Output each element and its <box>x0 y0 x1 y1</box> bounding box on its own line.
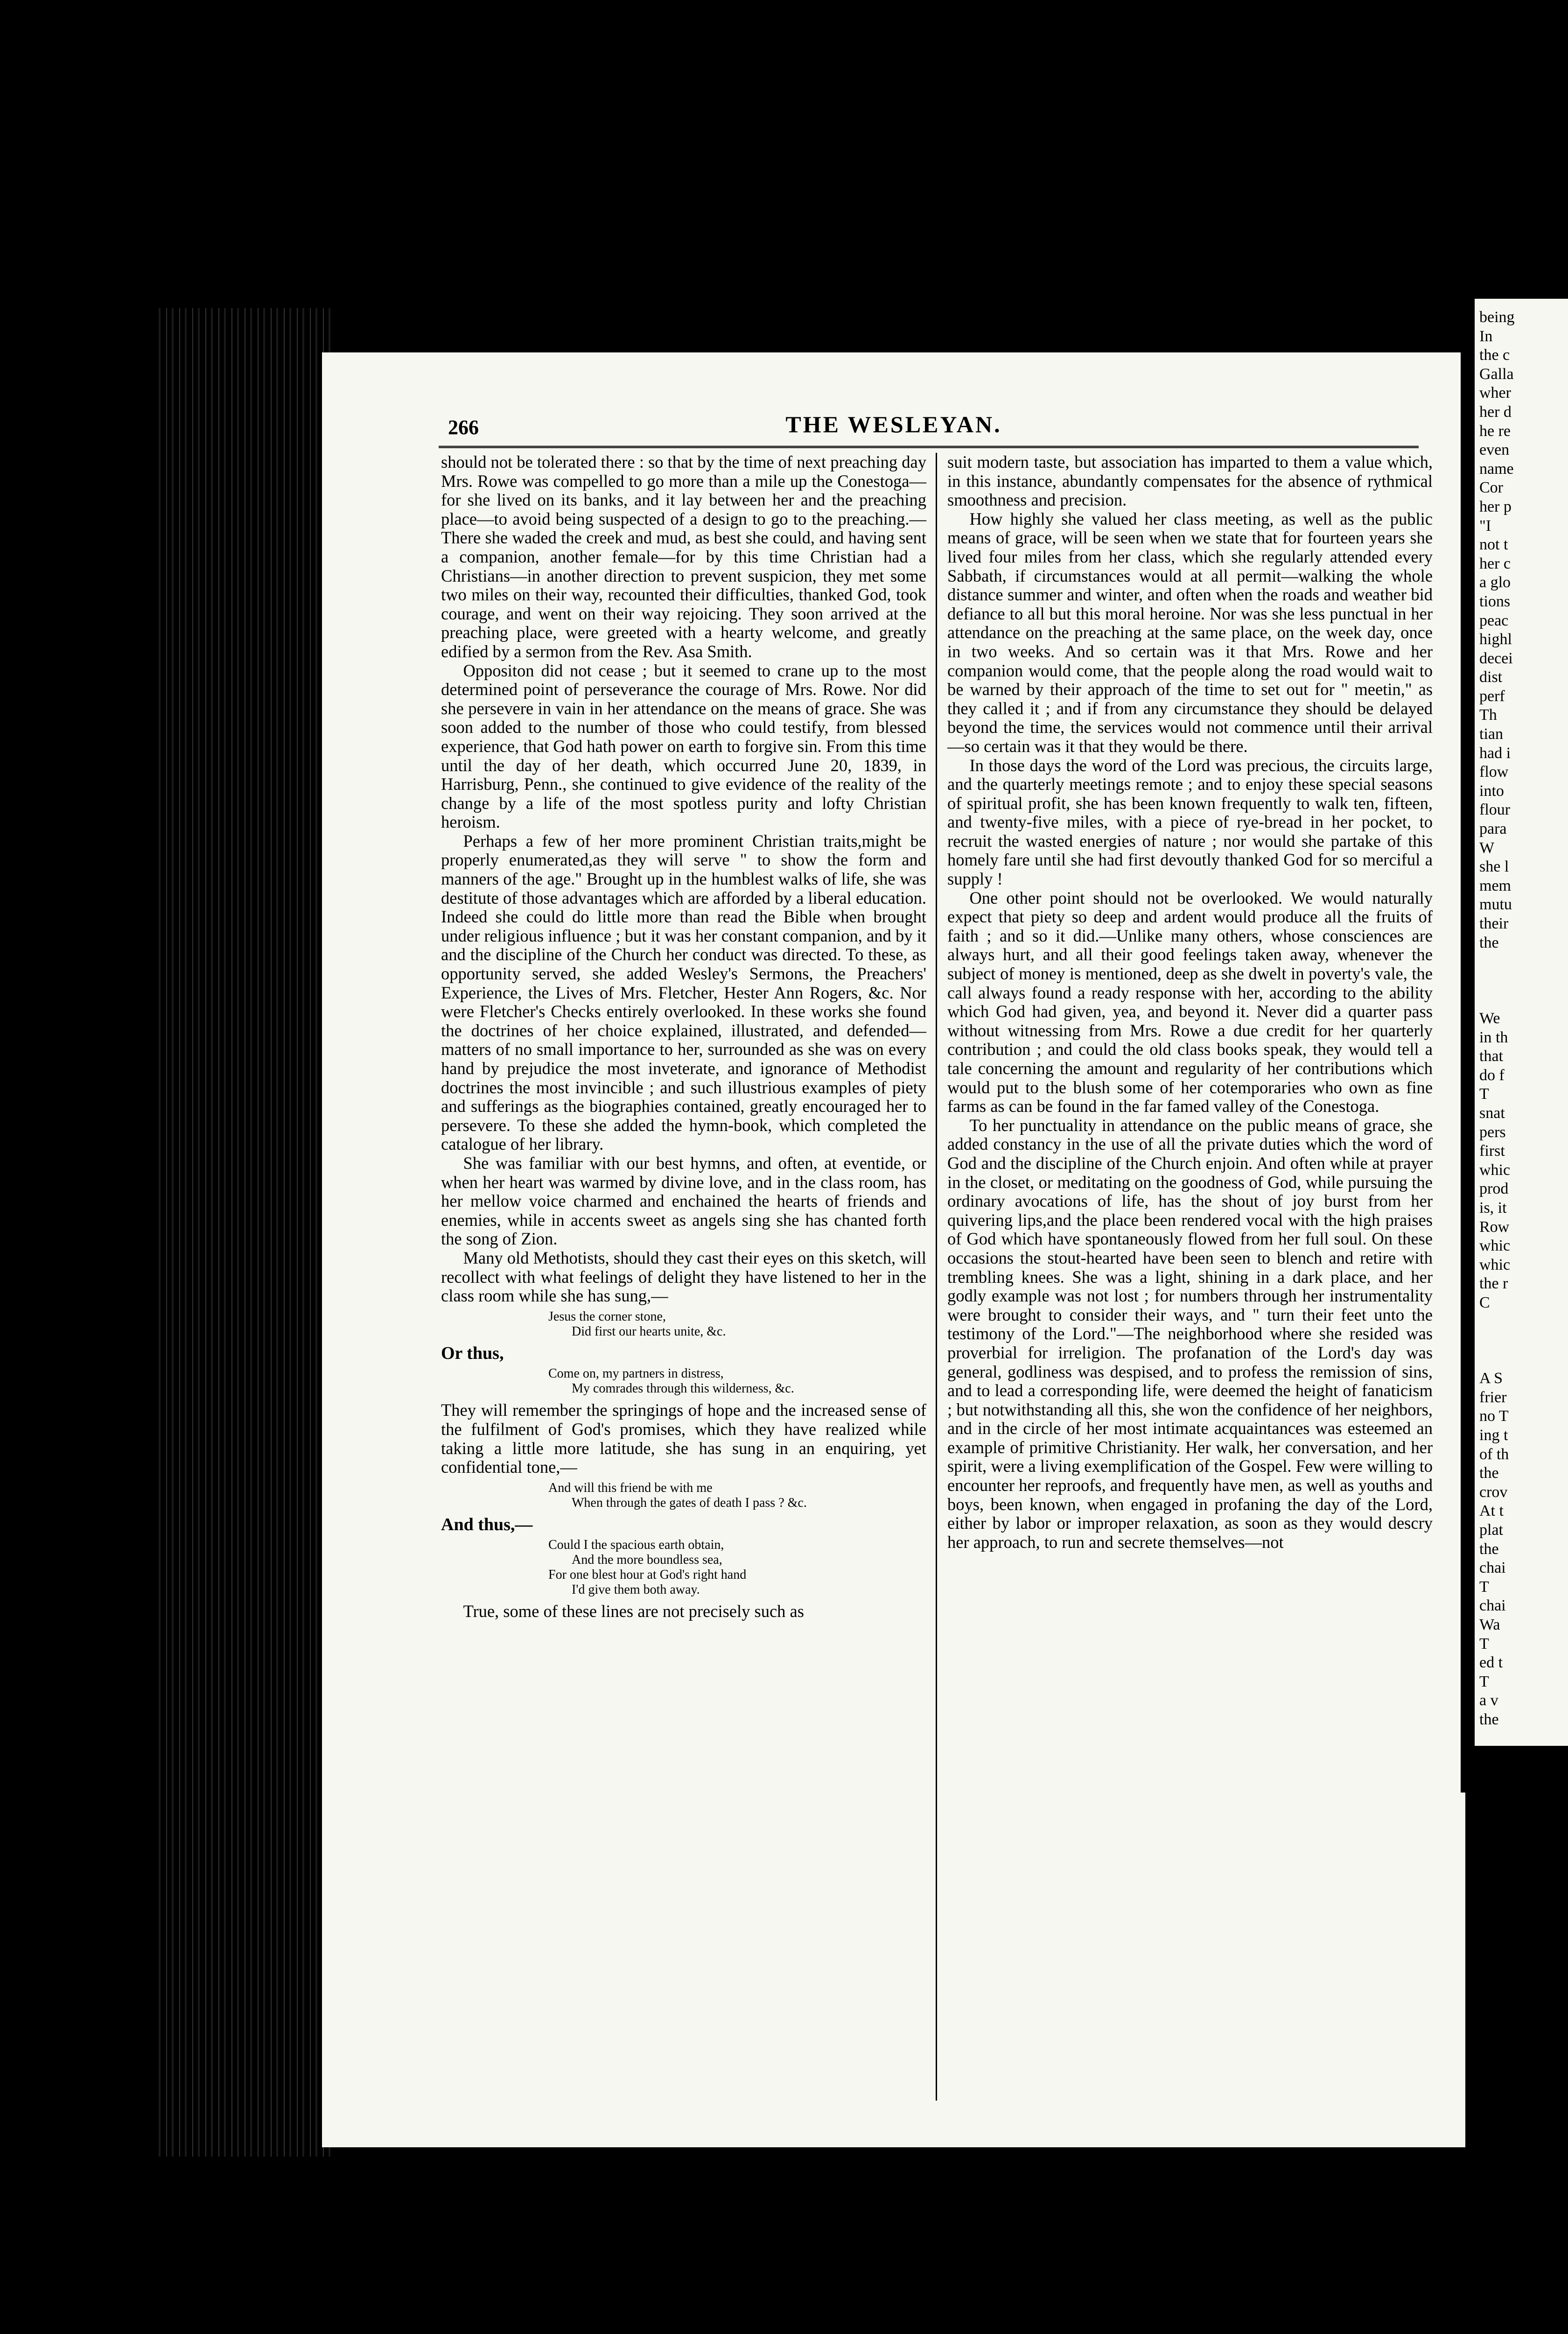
facing-line <box>1479 1350 1515 1370</box>
facing-line: decei <box>1479 649 1513 667</box>
facing-line <box>1479 1312 1515 1331</box>
facing-line: not t <box>1479 536 1508 554</box>
verse-line: My comrades through this wilderness, &c. <box>572 1381 794 1396</box>
facing-line: prod <box>1479 1180 1509 1198</box>
facing-line: is, it <box>1479 1199 1507 1216</box>
verse-line: Could I the spacious earth obtain, <box>548 1538 724 1553</box>
facing-line: had i <box>1479 744 1511 762</box>
hymn-quote <box>441 1366 926 1396</box>
facing-line: whic <box>1479 1161 1511 1179</box>
facing-line: a v <box>1479 1692 1498 1709</box>
facing-line <box>1479 1331 1515 1350</box>
facing-line: the r <box>1479 1275 1508 1293</box>
facing-line: A S <box>1479 1370 1503 1387</box>
facing-line: highl <box>1479 631 1512 648</box>
facing-line: flour <box>1479 801 1511 819</box>
facing-line: the c <box>1479 346 1510 364</box>
facing-line: the <box>1479 1464 1499 1482</box>
hymn-quote <box>441 1309 926 1339</box>
paragraph: How highly she valued her class meeting, as well as the public means of grace, will be seen when we state that for fourteen years she lived four miles from her class, which she regularly attended every Sabbath, if circumstances would at all permit—walking the whole distance summer and winter, and often when the roads and weather bid defiance to all but this moral heroine. Nor was she less punctual in her attendance on the preaching at the same place, on the week day, once in two weeks. And so certain was it that Mrs. Rowe and her companion would come, that the people along the road would wait to be warned by their approach of the time to set out for " meetin," as they called it ; and if from any circumstance they should be delayed beyond the time, the services would not commence until their arrival —so certain was it that they would be there. <box>947 509 1433 756</box>
verse-line: I'd give them both away. <box>572 1582 700 1597</box>
facing-line: flow <box>1479 763 1509 781</box>
paragraph: She was familiar with our best hymns, and often, at eventide, or when her heart was warmed by divine love, and in the class room, has her mellow voice charmed and enchained the hearts of friends and enemies, while in accents sweet as angels sing she has chanted forth the song of Zion. <box>441 1153 926 1249</box>
verse-line: And the more boundless sea, <box>572 1553 722 1568</box>
facing-line <box>1479 990 1515 1009</box>
facing-line: into <box>1479 782 1504 800</box>
facing-line: in th <box>1479 1028 1508 1046</box>
facing-line: snat <box>1479 1104 1505 1122</box>
paragraph: Many old Methotists, should they cast their eyes on this sketch, will recollect with what feelings of delight they have listened to her in the class room while she has sung,— <box>441 1248 926 1306</box>
facing-page-text <box>1479 308 1515 1729</box>
facing-line: dist <box>1479 668 1503 686</box>
facing-line: chai <box>1479 1559 1506 1577</box>
scan-background <box>0 0 154 2334</box>
hymn-quote <box>441 1538 926 1597</box>
facing-line: he re <box>1479 422 1511 440</box>
facing-line: Row <box>1479 1218 1510 1236</box>
facing-line: pers <box>1479 1123 1506 1141</box>
paragraph: They will remember the springings of hope and the increased sense of the fulfilment of God's promises, which they have realized while taking a little more latitude, she has sung in an enquiring, yet confidential tone,— <box>441 1400 926 1477</box>
facing-line: of th <box>1479 1445 1509 1463</box>
facing-line: first <box>1479 1142 1505 1160</box>
book-binding <box>154 308 331 2157</box>
verse-line: When through the gates of death I pass ? &c. <box>572 1495 807 1510</box>
facing-line: perf <box>1479 687 1505 705</box>
facing-line: her d <box>1479 403 1512 421</box>
hymn-quote <box>441 1481 926 1511</box>
facing-line: T <box>1479 1578 1489 1596</box>
verse-line: Did first our hearts unite, &c. <box>572 1324 726 1339</box>
facing-line: the <box>1479 1710 1499 1728</box>
facing-line: that <box>1479 1047 1503 1065</box>
facing-line: We <box>1479 1009 1500 1027</box>
verse-line: Come on, my partners in distress, <box>548 1366 724 1381</box>
right-column <box>947 453 1433 1552</box>
facing-line <box>1479 971 1515 991</box>
facing-line: W <box>1479 839 1495 857</box>
facing-line: she l <box>1479 858 1509 876</box>
facing-line: At t <box>1479 1502 1504 1520</box>
facing-line: mutu <box>1479 896 1512 914</box>
paragraph: True, some of these lines are not precisely such as <box>463 1602 804 1621</box>
facing-line: even <box>1479 441 1510 459</box>
facing-line: whic <box>1479 1237 1511 1255</box>
facing-line: T <box>1479 1635 1489 1652</box>
facing-line: T <box>1479 1085 1489 1103</box>
facing-line: C <box>1479 1294 1490 1311</box>
book-page <box>322 352 1465 2147</box>
facing-line: para <box>1479 820 1507 838</box>
lead-in: And thus,— <box>441 1514 533 1534</box>
paragraph: Oppositon did not cease ; but it seemed to crane up to the most determined point of perseverance the courage of Mrs. Rowe. Nor did she persevere in vain in her attendance on the means of grace. She was soon added to the number of those who could testify, from blessed experience, that God hath power on earth to forgive sin. From this time until the day of her death, which occurred June 20, 1839, in Harrisburg, Penn., she continued to give evidence of the reality of the change by a life of the most spotless purity and lofty Christian heroism. <box>441 661 926 832</box>
facing-line: "I <box>1479 517 1491 534</box>
header-rule <box>439 446 1419 448</box>
facing-line: ing t <box>1479 1427 1508 1444</box>
paragraph: In those days the word of the Lord was precious, the circuits large, and the quarterly meetings remote ; and to enjoy these special seasons of spiritual profit, she has been known frequently to walk ten, fifteen, and twenty-five miles, with a piece of rye-bread in her pocket, to recruit the wasted energies of nature ; nor would she partake of this homely fare until she had first devoutly thanked God for so merciful a supply ! <box>947 755 1433 889</box>
page-number: 266 <box>448 416 479 439</box>
facing-line: Cor <box>1479 479 1503 497</box>
facing-line: Wa <box>1479 1616 1500 1633</box>
facing-line: crov <box>1479 1483 1508 1501</box>
verse-line: For one blest hour at God's right hand <box>548 1568 747 1582</box>
paragraph: One other point should not be overlooked. We would naturally expect that piety so deep and ardent would produce all the fruits of faith ; and so it did.—Unlike many others, whose consciences are always hurt, and all their good feelings taken away, whenever the subject of money is mentioned, deep as she dwelt in poverty's vale, the call always found a ready response with her, according to the ability which God had given, yea, and beyond it. Never did a quarter pass without witnessing from Mrs. Rowe a due credit for her quarterly contribution ; and could the old class books speak, they would tell a tale concerning the amount and regularity of her contributions which would put to the blush some of her cotemporaries who own as fine farms as can be found in the far famed valley of the Conestoga. <box>947 888 1433 1116</box>
column-divider <box>936 453 937 2101</box>
paragraph: To her punctuality in attendance on the public means of grace, she added constancy in the use of all the private duties which the word of God and the discipline of the Church enjoin. And often while at prayer in the closet, or meditating on the goodness of God, while pursuing the ordinary avocations of life, has the shout of joy burst from her quivering lips,and the place been rendered vocal with the high praises of God which have spontaneously flowed from her full soul. On these occasions the stout-hearted have been seen to blench and retire with trembling knees. She was a light, shining in a dark place, and her godly example was not lost ; for numbers through her instrumentality were brought to consider their ways, and " turn their feet unto the testimony of the Lord."—The neighborhood where she resided was proverbial for irreligion. The profanation of the Lord's day was general, godliness was despised, and to profess the remission of sins, and to lead a corresponding life, were deemed the height of fanaticism ; but notwithstanding all this, she won the confidence of her neighbors, and in the circle of her most intimate acquaintances was esteemed an example of primitive Christianity. Her walk, her conversation, and her spirit, were a living exemplification of the Gospel. Few were willing to encounter her reproofs, and frequently have men, as well as youths and boys, been known, when engaged in profaning the day of the Lord, either by labor or improper relaxation, as soon as they would descry her approach, to run and secrete themselves—not <box>947 1115 1433 1552</box>
facing-line: her p <box>1479 498 1512 515</box>
facing-line: do f <box>1479 1066 1505 1084</box>
facing-line: whic <box>1479 1256 1511 1273</box>
facing-line: being <box>1479 309 1515 326</box>
facing-line <box>1479 952 1515 971</box>
facing-line: tian <box>1479 725 1503 743</box>
facing-line: plat <box>1479 1521 1503 1539</box>
left-column <box>441 453 926 1621</box>
facing-line: her c <box>1479 555 1511 572</box>
running-title: THE WESLEYAN. <box>785 411 1002 437</box>
facing-line: wher <box>1479 384 1511 402</box>
paragraph: Perhaps a few of her more prominent Christian traits,might be properly enumerated,as they will serve " to show the form and manners of the age." Brought up in the humblest walks of life, she was destitute of those advantages which are afforded by a liberal education. Indeed she could do little more than read the Bible when brought under religious influence ; but it was her constant companion, and by it and the discipline of the Church her conduct was directed. To these, as opportunity served, she added Wesley's Sermons, the Preachers' Experience, the Lives of Mrs. Fletcher, Hester Ann Rogers, &c. Nor were Fletcher's Checks entirely overlooked. In these works she found the doctrines of her choice explained, illustrated, and defended—matters of no small importance to her, surrounded as she was on every hand by prejudice the most inveterate, and ignorance of Methodist doctrines the most invincible ; and such illustrious examples of piety and sufferings as the biographies contained, greatly encouraged her to persevere. To these she added the hymn-book, which completed the catalogue of her library. <box>441 831 926 1154</box>
facing-line: chai <box>1479 1597 1506 1615</box>
facing-line: T <box>1479 1673 1489 1690</box>
facing-line: their <box>1479 915 1509 932</box>
verse-line: Jesus the corner stone, <box>548 1309 666 1324</box>
paragraph: should not be tolerated there : so that by the time of next preaching day Mrs. Rowe was compelled to go more than a mile up the Conestoga—for she lived on its banks, and it lay between her and the preaching place—to avoid being suspected of a design to go to the preaching.—There she waded the creek and mud, as best she could, and having sent a companion, another female—for by this time Christian had a Christians—in another direction to prevent suspicion, they met some two miles on their way, recounted their difficulties, thanked God, took courage, and went on their way rejoicing. They soon arrived at the preaching place, were greeted with a hearty welcome, and greatly edified by a sermon from the Rev. Asa Smith. <box>441 452 926 661</box>
facing-line: frier <box>1479 1388 1507 1406</box>
facing-line: mem <box>1479 877 1511 894</box>
facing-line: In <box>1479 327 1493 345</box>
page-gutter <box>1461 299 1475 1793</box>
facing-line: the <box>1479 934 1499 951</box>
verse-line: And will this friend be with me <box>548 1480 713 1495</box>
facing-line: no T <box>1479 1407 1509 1425</box>
facing-line: a glo <box>1479 574 1511 591</box>
facing-line: tions <box>1479 592 1511 610</box>
facing-line: Th <box>1479 706 1497 724</box>
facing-line: the <box>1479 1540 1499 1558</box>
paragraph: suit modern taste, but association has imparted to them a value which, in this instance, abundantly compensates for the absence of rythmical smoothness and precision. <box>947 452 1433 510</box>
facing-line: Galla <box>1479 365 1514 383</box>
facing-line: peac <box>1479 612 1509 629</box>
facing-line: ed t <box>1479 1654 1503 1672</box>
lead-in: Or thus, <box>441 1343 504 1363</box>
facing-page <box>1475 299 1568 1746</box>
facing-line: name <box>1479 460 1514 478</box>
